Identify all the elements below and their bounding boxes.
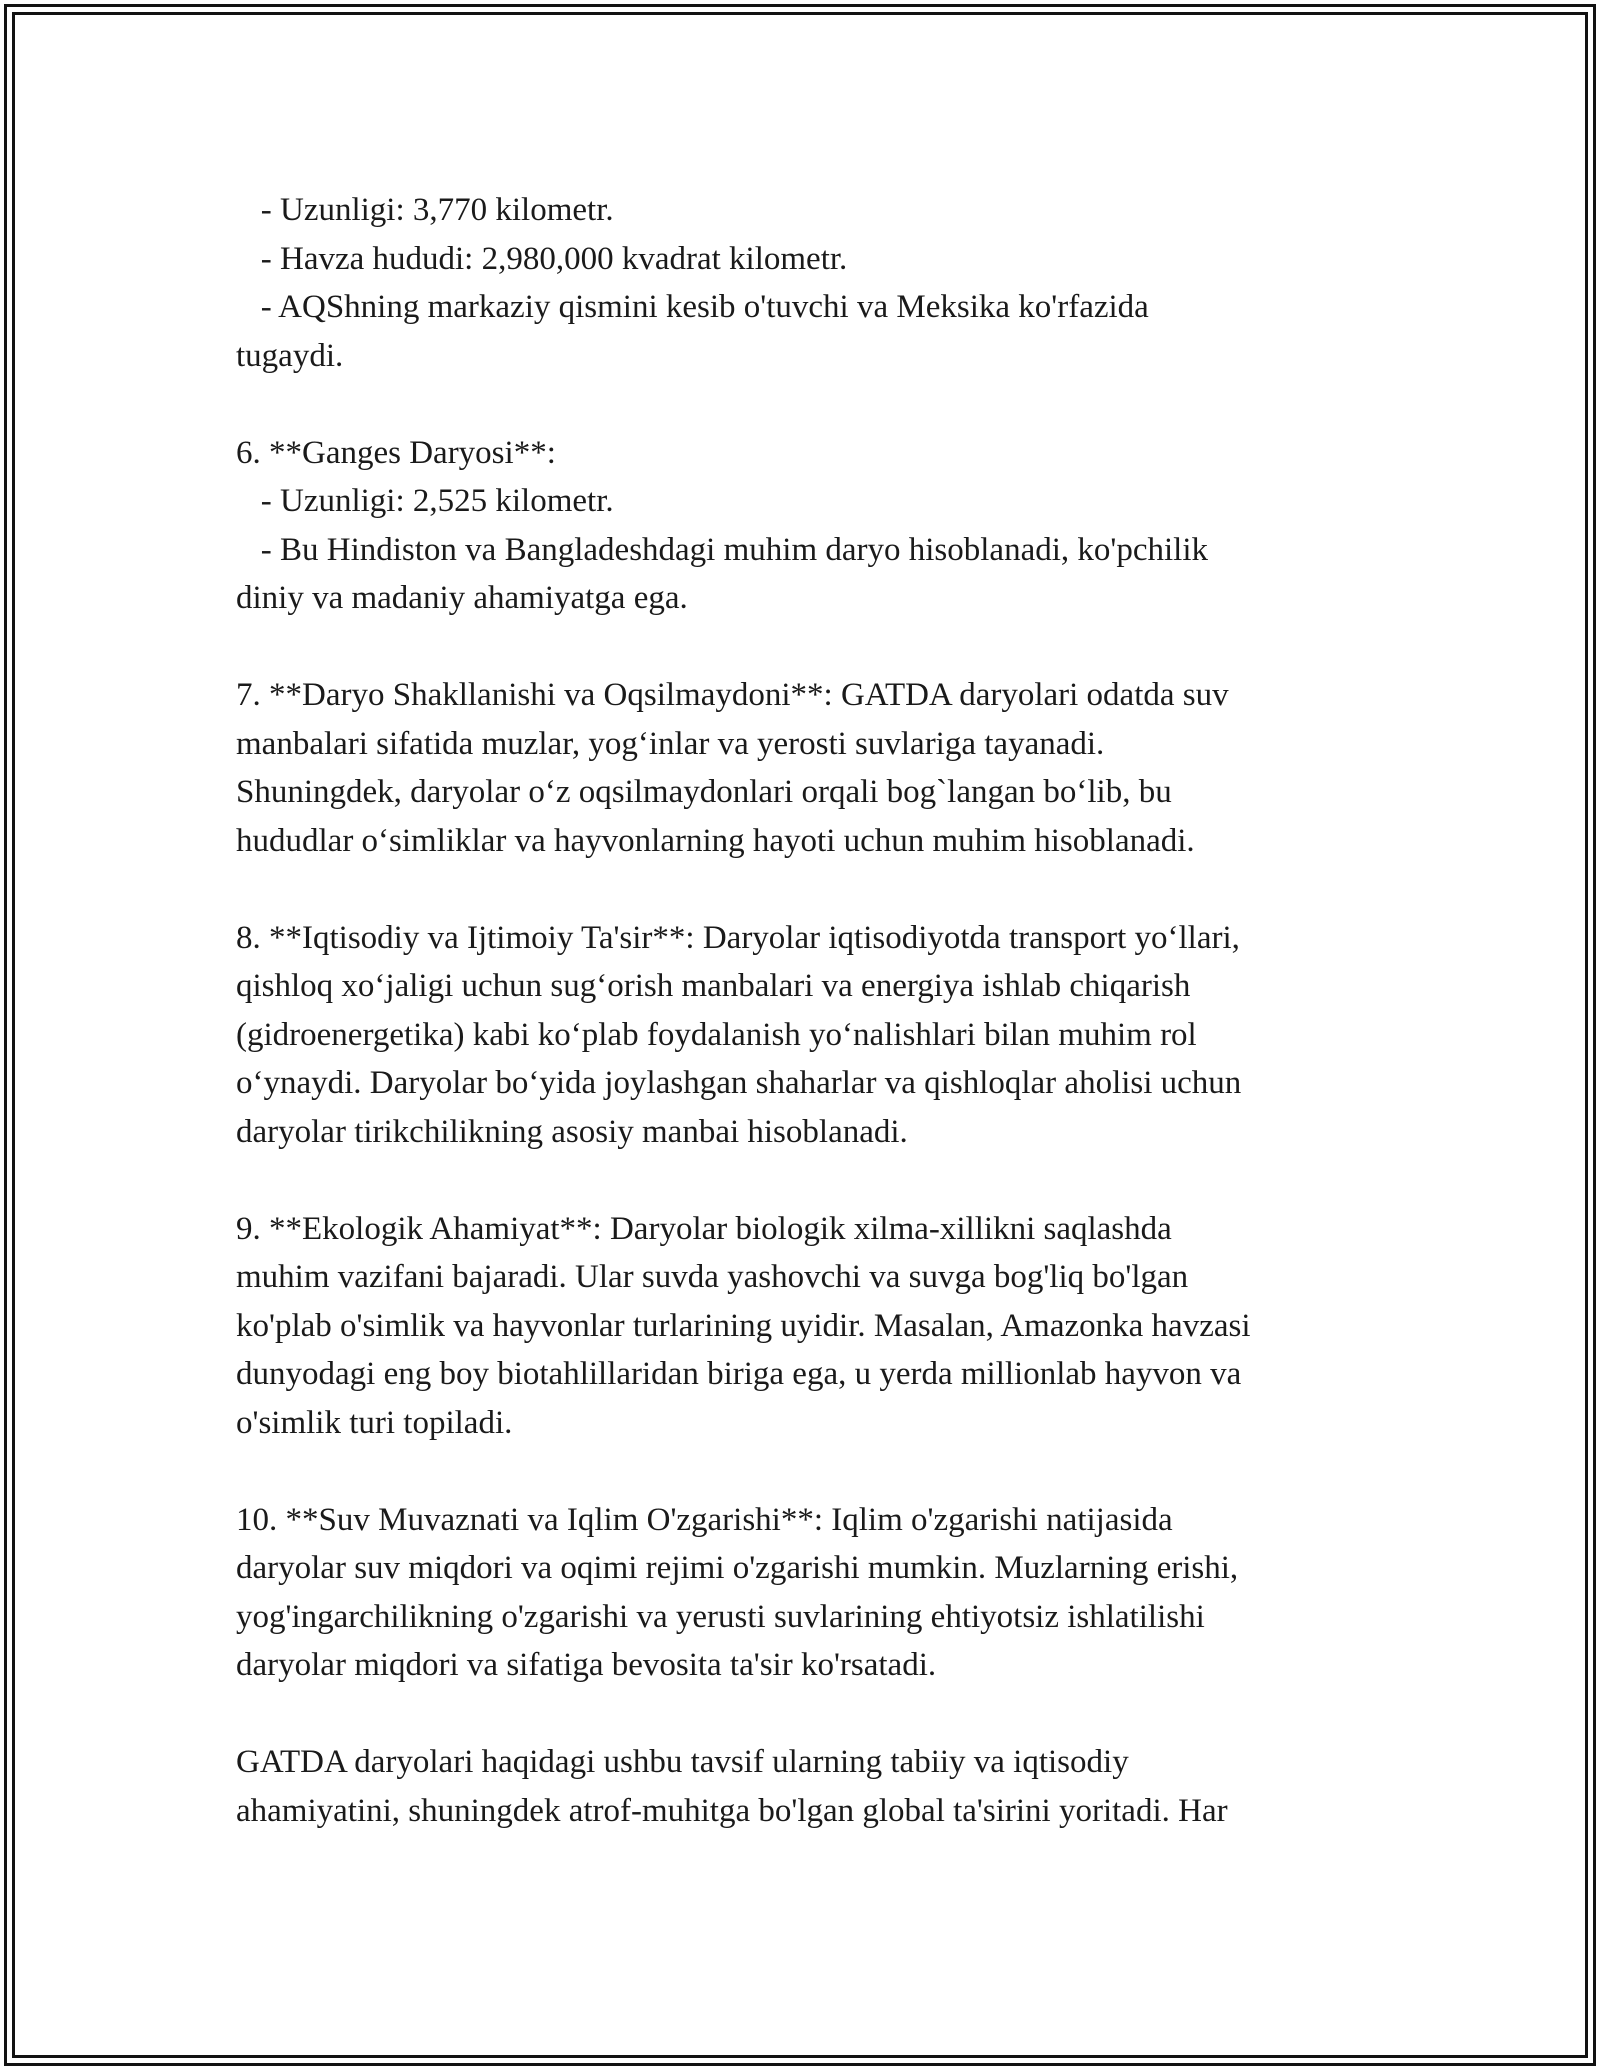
- text-line: - Uzunligi: 2,525 kilometr.: [236, 483, 614, 519]
- text-line: - Havza hududi: 2,980,000 kvadrat kilometr.: [236, 240, 848, 277]
- text-line: daryolar miqdori va sifatiga bevosita ta'sir ko'rsatadi.: [236, 1647, 937, 1683]
- text-line: dunyodagi eng boy biotahlillaridan biriga ega, u yerda millionlab hayvon va: [236, 1356, 1242, 1392]
- text-line: 6. **Ganges Daryosi**:: [236, 434, 556, 471]
- text-line: diniy va madaniy ahamiyatga ega.: [236, 580, 688, 616]
- blank-line: [236, 1690, 1396, 1739]
- text-line: 9. **Ekologik Ahamiyat**: Daryolar biologik xilma-xillikni saqlashda: [236, 1210, 1172, 1247]
- blank-line: [236, 623, 1396, 672]
- text-line: GATDA daryolari haqidagi ushbu tavsif ularning tabiiy va iqtisodiy: [236, 1744, 1129, 1780]
- text-line: ahamiyatini, shuningdek atrof-muhitga bo'lgan global ta'sirini yoritadi. Har: [236, 1792, 1228, 1829]
- text-line: - Uzunligi: 3,770 kilometr.: [236, 192, 614, 228]
- text-line: 10. **Suv Muvaznati va Iqlim O'zgarishi**: Iqlim o'zgarishi natijasida: [236, 1501, 1173, 1538]
- text-line: Shuningdek, daryolar o‘z oqsilmaydonlari orqali bog`langan bo‘lib, bu: [236, 774, 1172, 810]
- text-line: ko'plab o'simlik va hayvonlar turlarining uyidir. Masalan, Amazonka havzasi: [236, 1307, 1251, 1344]
- blank-line: [236, 1447, 1396, 1496]
- text-line: daryolar tirikchilikning asosiy manbai hisoblanadi.: [236, 1113, 908, 1150]
- text-line: o‘ynaydi. Daryolar bo‘yida joylashgan shaharlar va qishloqlar aholisi uchun: [236, 1065, 1242, 1101]
- text-line: manbalari sifatida muzlar, yog‘inlar va yerosti suvlariga tayanadi.: [236, 725, 1105, 762]
- text-line: - Bu Hindiston va Bangladeshdagi muhim daryo hisoblanadi, ko'pchilik: [236, 531, 1208, 568]
- text-line: o'simlik turi topiladi.: [236, 1404, 513, 1441]
- text-line: - AQShning markaziy qismini kesib o'tuvchi va Meksika ko'rfazida: [236, 289, 1149, 325]
- text-line: qishloq xo‘jaligi uchun sug‘orish manbalari va energiya ishlab chiqarish: [236, 968, 1191, 1004]
- text-line: daryolar suv miqdori va oqimi rejimi o'zgarishi mumkin. Muzlarning erishi,: [236, 1550, 1239, 1586]
- blank-line: [236, 380, 1396, 429]
- text-line: yog'ingarchilikning o'zgarishi va yerusti suvlarining ehtiyotsiz ishlatilishi: [236, 1598, 1205, 1635]
- blank-line: [236, 1156, 1396, 1205]
- text-line: (gidroenergetika) kabi ko‘plab foydalanish yo‘nalishlari bilan muhim rol: [236, 1016, 1197, 1053]
- blank-line: [236, 865, 1396, 914]
- text-line: 7. **Daryo Shakllanishi va Oqsilmaydoni**: GATDA daryolari odatda suv: [236, 677, 1229, 713]
- text-line: 8. **Iqtisodiy va Ijtimoiy Ta'sir**: Daryolar iqtisodiyotda transport yo‘llari,: [236, 919, 1240, 956]
- document-body: [236, 186, 1396, 1835]
- text-line: tugaydi.: [236, 337, 344, 374]
- text-line: hududlar o‘simliklar va hayvonlarning hayoti uchun muhim hisoblanadi.: [236, 822, 1195, 859]
- text-line: muhim vazifani bajaradi. Ular suvda yashovchi va suvga bog'liq bo'lgan: [236, 1259, 1189, 1295]
